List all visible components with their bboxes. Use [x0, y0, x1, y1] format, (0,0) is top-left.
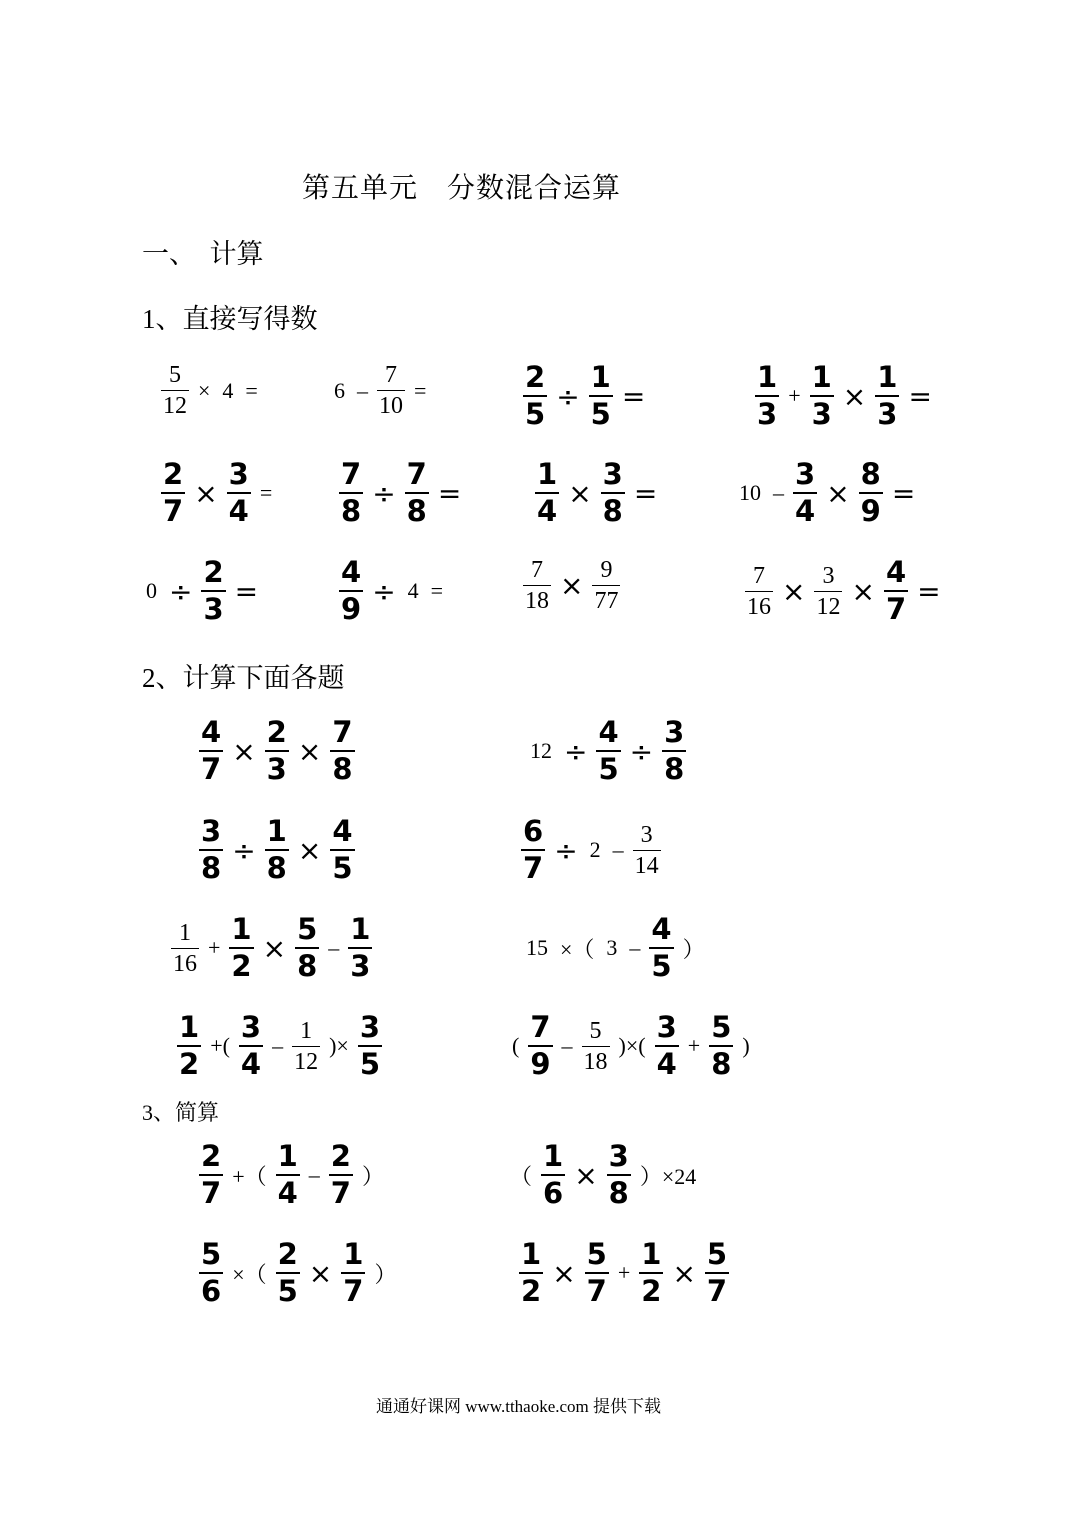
- numerator: 3: [240, 1010, 262, 1044]
- operator: (: [512, 1033, 520, 1058]
- footer-credit: 通通好课网 www.tthaoke.com 提供下载: [376, 1397, 662, 1416]
- denominator: 6: [543, 1176, 564, 1210]
- denominator: 3: [266, 752, 287, 786]
- denominator: 2: [641, 1274, 662, 1308]
- operator: ×: [782, 574, 806, 608]
- fraction: [199, 715, 223, 786]
- numerator: 4: [332, 814, 353, 848]
- fraction: [582, 1019, 610, 1074]
- denominator: 4: [537, 494, 558, 528]
- fraction: [199, 1139, 223, 1210]
- fraction: [793, 457, 817, 528]
- numerator: 7: [341, 457, 362, 491]
- operator: ×: [198, 377, 211, 403]
- math-expression: [140, 555, 264, 626]
- numerator: 1: [350, 912, 371, 946]
- numerator: 7: [385, 362, 397, 388]
- operator: +（: [232, 1163, 267, 1189]
- operator: （: [510, 1163, 533, 1189]
- operator: –: [272, 1033, 284, 1058]
- denominator: 3: [757, 397, 778, 431]
- numerator: 2: [525, 360, 546, 394]
- denominator: 18: [525, 588, 549, 614]
- fraction: [519, 1237, 543, 1308]
- section-heading: 一、 计算: [142, 239, 264, 269]
- math-expression: [520, 912, 711, 983]
- denominator: 18: [583, 1048, 608, 1075]
- fraction: [596, 715, 620, 786]
- fraction: [745, 564, 773, 619]
- numerator: 7: [530, 1010, 551, 1044]
- math-expression: [518, 814, 664, 885]
- numerator: 8: [860, 457, 881, 491]
- operator: ÷: [556, 379, 580, 413]
- numerator: 7: [753, 562, 765, 589]
- operator: ×: [262, 931, 287, 965]
- operator: ÷: [564, 734, 588, 768]
- numerator: 1: [590, 360, 611, 394]
- operator: ）: [374, 1261, 397, 1287]
- numerator: 4: [341, 555, 362, 589]
- math-expression: [158, 363, 264, 418]
- numerator: 5: [706, 1237, 728, 1271]
- math-expression: [520, 558, 623, 613]
- operator: ）×24: [639, 1163, 697, 1189]
- fraction: [523, 558, 551, 613]
- operator: ×: [826, 476, 850, 510]
- denominator: 7: [201, 752, 222, 786]
- fraction: [810, 360, 834, 431]
- denominator: 7: [706, 1274, 728, 1308]
- fraction: [755, 360, 779, 431]
- fraction: [859, 457, 883, 528]
- numerator: 5: [586, 1237, 607, 1271]
- fraction: [589, 360, 613, 431]
- operator: +: [788, 383, 801, 408]
- denominator: 8: [602, 494, 623, 528]
- number: 4: [407, 578, 419, 603]
- fraction: [709, 1010, 733, 1081]
- numerator: 1: [179, 1010, 200, 1044]
- fraction: [607, 1139, 631, 1210]
- fraction: [292, 1019, 320, 1074]
- fraction: [276, 1139, 300, 1210]
- part1-heading: 1、直接写得数: [142, 304, 318, 334]
- denominator: 14: [634, 852, 659, 879]
- fraction: [265, 715, 289, 786]
- numerator: 2: [203, 555, 224, 589]
- number: 0: [146, 578, 157, 603]
- fraction: [705, 1237, 729, 1308]
- operator: ）: [682, 936, 705, 962]
- numerator: 3: [228, 457, 249, 491]
- denominator: 8: [406, 494, 427, 528]
- fraction: [341, 1237, 365, 1308]
- denominator: 7: [163, 494, 184, 528]
- fraction: [201, 555, 225, 626]
- operator: –: [328, 935, 340, 960]
- operator: +: [617, 1260, 631, 1285]
- denominator: 5: [277, 1274, 298, 1308]
- numerator: 1: [266, 814, 287, 848]
- operator: =: [437, 476, 462, 510]
- fraction: [655, 1010, 679, 1081]
- denominator: 3: [350, 949, 371, 983]
- denominator: 7: [523, 851, 544, 885]
- denominator: 9: [860, 494, 881, 528]
- operator: =: [259, 480, 273, 505]
- numerator: 9: [600, 557, 613, 583]
- operator: +: [687, 1033, 701, 1058]
- operator: ÷: [169, 574, 193, 608]
- math-expression: [504, 1139, 702, 1210]
- fraction: [339, 457, 363, 528]
- operator: =: [621, 379, 646, 413]
- numerator: 1: [343, 1237, 364, 1271]
- number: 2: [589, 837, 601, 862]
- number: 15: [526, 935, 548, 960]
- number: 10: [739, 480, 761, 505]
- denominator: 8: [266, 851, 287, 885]
- numerator: 2: [201, 1139, 222, 1173]
- operator: =: [633, 476, 658, 510]
- fraction: [633, 823, 661, 878]
- fraction: [405, 457, 429, 528]
- numerator: 4: [885, 555, 907, 589]
- operator: +(: [210, 1033, 230, 1058]
- operator: ×: [552, 1256, 576, 1290]
- operator: ×（: [232, 1261, 267, 1287]
- numerator: 4: [201, 715, 222, 749]
- operator: ÷: [629, 734, 654, 768]
- numerator: 7: [531, 557, 543, 583]
- fraction: [329, 1139, 353, 1210]
- operator: =: [908, 379, 932, 413]
- denominator: 5: [590, 397, 611, 431]
- operator: ×: [568, 476, 592, 510]
- fraction: [884, 555, 908, 626]
- denominator: 77: [594, 588, 619, 614]
- numerator: 3: [201, 814, 222, 848]
- math-expression: [506, 1010, 756, 1081]
- denominator: 12: [816, 593, 841, 620]
- operator: –: [308, 1162, 320, 1187]
- operator: )×(: [618, 1033, 646, 1058]
- operator: ）: [361, 1163, 384, 1189]
- numerator: 2: [277, 1237, 298, 1271]
- numerator: 2: [330, 1139, 351, 1173]
- denominator: 8: [711, 1047, 732, 1081]
- denominator: 8: [608, 1176, 629, 1210]
- operator: ×: [842, 379, 867, 413]
- denominator: 7: [330, 1176, 351, 1210]
- fraction: [227, 457, 251, 528]
- fraction: [523, 360, 547, 431]
- operator: ×: [232, 734, 256, 768]
- operator: ÷: [372, 476, 396, 510]
- operator: =: [430, 578, 444, 603]
- denominator: 2: [521, 1274, 542, 1308]
- denominator: 10: [379, 393, 403, 419]
- numerator: 3: [602, 457, 623, 491]
- numerator: 1: [543, 1139, 564, 1173]
- operator: ×: [297, 833, 322, 867]
- numerator: 1: [877, 360, 898, 394]
- number: 6: [334, 377, 345, 403]
- denominator: 16: [747, 593, 771, 620]
- denominator: 8: [664, 752, 685, 786]
- fraction: [601, 457, 625, 528]
- numerator: 1: [641, 1237, 662, 1271]
- numerator: 3: [795, 457, 816, 491]
- fraction: [875, 360, 899, 431]
- fraction: [239, 1010, 263, 1081]
- numerator: 1: [521, 1237, 542, 1271]
- denominator: 8: [341, 494, 362, 528]
- denominator: 5: [598, 752, 619, 786]
- fraction: [330, 814, 354, 885]
- numerator: 5: [589, 1017, 602, 1044]
- numerator: 1: [757, 360, 778, 394]
- denominator: 8: [201, 851, 222, 885]
- numerator: 6: [523, 814, 544, 848]
- fraction: [171, 921, 199, 976]
- page-title: 第五单元 分数混合运算: [302, 173, 622, 204]
- numerator: 1: [300, 1017, 313, 1044]
- numerator: 3: [640, 821, 653, 848]
- denominator: 8: [332, 752, 353, 786]
- numerator: 3: [359, 1010, 381, 1044]
- numerator: 1: [179, 919, 191, 946]
- operator: –: [561, 1033, 573, 1058]
- operator: ×（: [560, 936, 595, 962]
- math-expression: [520, 360, 651, 431]
- numerator: 2: [266, 715, 287, 749]
- fraction: [541, 1139, 565, 1210]
- operator: ÷: [372, 574, 396, 608]
- denominator: 3: [811, 397, 832, 431]
- denominator: 5: [332, 851, 353, 885]
- fraction: [585, 1237, 609, 1308]
- operator: =: [917, 574, 941, 608]
- math-expression: [336, 457, 467, 528]
- operator: –: [612, 837, 624, 862]
- numerator: 3: [822, 562, 835, 589]
- denominator: 8: [297, 949, 318, 983]
- number: 4: [222, 377, 234, 403]
- denominator: 9: [530, 1047, 551, 1081]
- fraction: [662, 715, 686, 786]
- fraction: [199, 1237, 223, 1308]
- denominator: 7: [885, 592, 907, 626]
- operator: ÷: [232, 833, 256, 867]
- numerator: 3: [608, 1139, 629, 1173]
- fraction: [199, 814, 223, 885]
- numerator: 1: [537, 457, 558, 491]
- fraction: [161, 457, 185, 528]
- denominator: 9: [341, 592, 362, 626]
- math-expression: [328, 363, 432, 418]
- operator: ×: [560, 569, 584, 602]
- fraction: [330, 715, 354, 786]
- numerator: 7: [406, 457, 427, 491]
- math-expression: [733, 457, 921, 528]
- operator: =: [245, 377, 258, 403]
- denominator: 4: [795, 494, 816, 528]
- denominator: 4: [228, 494, 249, 528]
- math-expression: [532, 457, 663, 528]
- operator: =: [234, 574, 259, 608]
- denominator: 4: [240, 1047, 262, 1081]
- fraction: [229, 912, 253, 983]
- operator: –: [357, 377, 368, 403]
- denominator: 12: [163, 393, 187, 419]
- numerator: 3: [656, 1010, 677, 1044]
- math-expression: [196, 814, 358, 885]
- math-expression: [196, 1139, 390, 1210]
- numerator: 7: [332, 715, 353, 749]
- number: 12: [530, 738, 552, 763]
- numerator: 4: [598, 715, 619, 749]
- fraction: [528, 1010, 552, 1081]
- fraction: [592, 558, 620, 613]
- denominator: 7: [343, 1274, 364, 1308]
- numerator: 1: [277, 1139, 298, 1173]
- denominator: 16: [173, 950, 197, 977]
- numerator: 1: [811, 360, 832, 394]
- fraction: [295, 912, 319, 983]
- math-expression: [196, 1237, 402, 1308]
- fraction: [161, 363, 189, 418]
- fraction: [521, 814, 545, 885]
- math-expression: [524, 715, 689, 786]
- math-expression: [168, 912, 375, 983]
- denominator: 7: [586, 1274, 607, 1308]
- fraction: [377, 363, 405, 418]
- numerator: 5: [297, 912, 318, 946]
- operator: ×: [574, 1158, 598, 1192]
- math-expression: [158, 457, 278, 528]
- denominator: 2: [231, 949, 252, 983]
- operator: +: [208, 935, 221, 960]
- fraction: [814, 564, 842, 619]
- numerator: 5: [201, 1237, 222, 1271]
- fraction: [265, 814, 289, 885]
- operator: ×: [851, 574, 875, 608]
- denominator: 5: [359, 1047, 381, 1081]
- math-expression: [336, 555, 449, 626]
- operator: ×: [672, 1256, 696, 1290]
- denominator: 2: [179, 1047, 200, 1081]
- operator: ): [742, 1033, 750, 1058]
- fraction: [535, 457, 559, 528]
- operator: ×: [308, 1256, 333, 1290]
- denominator: 5: [651, 949, 672, 983]
- part3-heading: 3、简算: [142, 1100, 220, 1125]
- denominator: 3: [877, 397, 898, 431]
- denominator: 6: [201, 1274, 222, 1308]
- numerator: 4: [651, 912, 672, 946]
- number: 3: [606, 935, 618, 960]
- denominator: 4: [277, 1176, 298, 1210]
- fraction: [649, 912, 673, 983]
- numerator: 1: [231, 912, 252, 946]
- math-expression: [516, 1237, 732, 1308]
- fraction: [348, 912, 372, 983]
- operator: =: [414, 377, 427, 403]
- math-expression: [196, 715, 358, 786]
- denominator: 7: [201, 1176, 222, 1210]
- fraction: [177, 1010, 201, 1081]
- operator: –: [773, 480, 784, 505]
- fraction: [358, 1010, 382, 1081]
- fraction: [339, 555, 363, 626]
- operator: ×: [297, 734, 322, 768]
- numerator: 2: [163, 457, 184, 491]
- math-expression: [752, 360, 938, 431]
- numerator: 3: [664, 715, 685, 749]
- numerator: 5: [711, 1010, 732, 1044]
- numerator: 5: [169, 362, 181, 388]
- part2-heading: 2、计算下面各题: [142, 663, 345, 693]
- operator: ÷: [554, 833, 578, 867]
- denominator: 12: [294, 1048, 319, 1075]
- fraction: [639, 1237, 663, 1308]
- operator: ×: [194, 476, 218, 510]
- math-expression: [742, 555, 947, 626]
- operator: =: [891, 476, 916, 510]
- denominator: 3: [203, 592, 224, 626]
- operator: –: [629, 935, 641, 960]
- math-expression: [174, 1010, 385, 1081]
- fraction: [276, 1237, 300, 1308]
- operator: )×: [329, 1033, 349, 1058]
- denominator: 4: [656, 1047, 677, 1081]
- denominator: 5: [525, 397, 546, 431]
